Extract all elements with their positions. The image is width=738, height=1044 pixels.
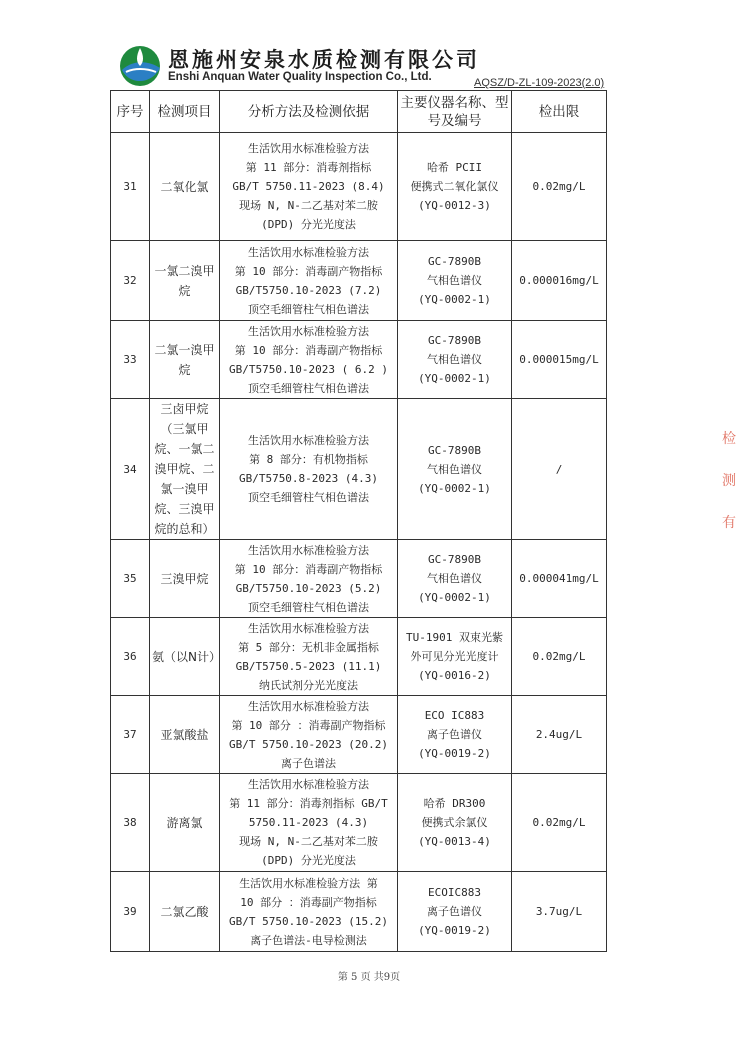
instrument-line: (YQ-0019-2) — [418, 747, 491, 760]
header-item: 检测项目 — [150, 91, 220, 133]
method-line: 第 10 部分：消毒副产物指标 — [234, 562, 383, 576]
instrument — [398, 241, 512, 321]
method-line: 离子色谱法 — [281, 756, 336, 770]
table-header-row — [111, 91, 607, 133]
method-line: 顶空毛细管柱气相色谱法 — [248, 381, 369, 395]
table-row — [111, 540, 607, 618]
detection-limit: 0.000041mg/L — [512, 540, 607, 618]
row-number: 37 — [111, 696, 150, 774]
method-line: GB/T 5750.11-2023 (8.4) — [232, 180, 385, 193]
method-line: 生活饮用水标准检验方法 — [248, 543, 369, 557]
instrument — [398, 618, 512, 696]
row-number: 36 — [111, 618, 150, 696]
instrument-line: 气相色谱仪 — [427, 274, 482, 287]
method-line: GB/T5750.10-2023 ( 6.2 ) — [229, 362, 388, 376]
header-no: 序号 — [111, 91, 150, 133]
method-line: 生活饮用水标准检验方法 第 — [239, 876, 378, 890]
test-item: 三卤甲烷（三氯甲烷、一氯二溴甲烷、二氯一溴甲烷、三溴甲烷的总和） — [150, 399, 220, 540]
method-line: GB/T 5750.10-2023 (15.2) — [229, 914, 388, 928]
method-line: 10 部分 ：消毒副产物指标 — [240, 895, 377, 909]
test-item: 二氯乙酸 — [150, 872, 220, 952]
instrument-line: GC-7890B — [428, 443, 481, 457]
method-basis — [220, 399, 398, 540]
test-item: 游离氯 — [150, 774, 220, 872]
test-item: 二氯一溴甲烷 — [150, 321, 220, 399]
instrument-line: 哈希 PCII — [426, 161, 483, 174]
seal-char: 检 — [722, 431, 736, 447]
instrument — [398, 540, 512, 618]
instrument-line: (YQ-0002-1) — [418, 591, 491, 604]
instrument-line: (YQ-0012-3) — [418, 199, 491, 212]
page-number: 第 5 页 共9页 — [337, 972, 401, 983]
seal-char: 测 — [722, 473, 736, 489]
instrument — [398, 872, 512, 952]
method-basis — [220, 872, 398, 952]
table-row — [111, 399, 607, 540]
header-method: 分析方法及检测依据 — [220, 91, 398, 133]
method-line: 生活饮用水标准检验方法 — [248, 245, 369, 259]
instrument-line: 外可见分光光度计 — [410, 650, 499, 663]
method-line: 离子色谱法-电导检测法 — [250, 933, 367, 947]
company-logo-icon — [118, 44, 164, 88]
method-line: 第 5 部分：无机非金属指标 — [238, 640, 379, 654]
instrument-line: 离子色谱仪 — [427, 905, 482, 918]
detection-limit: / — [512, 399, 607, 540]
table-row — [111, 133, 607, 241]
detection-limit: 3.7ug/L — [512, 872, 607, 952]
table-row — [111, 321, 607, 399]
method-line: 生活饮用水标准检验方法 — [248, 621, 369, 635]
detection-limit: 0.02mg/L — [512, 618, 607, 696]
instrument-line: GC-7890B — [428, 334, 481, 347]
instrument-line: (YQ-0019-2) — [418, 924, 491, 937]
company-name-cn: 恩施州安泉水质检测有限公司 — [168, 47, 480, 72]
instrument-line: 气相色谱仪 — [427, 572, 482, 585]
method-line: 第 10 部分 ：消毒副产物指标 — [231, 718, 386, 732]
detection-limit: 0.02mg/L — [512, 133, 607, 241]
instrument-line: 哈希 DR300 — [423, 797, 486, 810]
table-row — [111, 774, 607, 872]
method-basis — [220, 241, 398, 321]
test-item: 二氧化氯 — [150, 133, 220, 241]
instrument-line: (YQ-0002-1) — [418, 481, 491, 495]
instrument-line: ECO IC883 — [424, 709, 485, 722]
instrument-line: (YQ-0002-1) — [418, 293, 491, 306]
method-line: GB/T5750.8-2023 (4.3) — [238, 472, 379, 485]
method-line: GB/T5750.5-2023 (11.1) — [235, 659, 382, 673]
instrument-line: 便携式二氧化氯仪 — [410, 180, 499, 193]
instrument-line: (YQ-0016-2) — [418, 669, 491, 682]
instrument-line: TU-1901 双束光紫 — [406, 631, 503, 644]
method-basis — [220, 774, 398, 872]
method-line: GB/T5750.10-2023 (5.2) — [235, 581, 382, 595]
method-basis — [220, 618, 398, 696]
test-item: 三溴甲烷 — [150, 540, 220, 618]
test-item: 一氯二溴甲烷 — [150, 241, 220, 321]
method-line: GB/T5750.10-2023 (7.2) — [235, 283, 382, 297]
method-line: 生活饮用水标准检验方法 — [248, 434, 369, 447]
detection-limit: 0.000015mg/L — [512, 321, 607, 399]
document-number: AQSZ/D-ZL-109-2023(2.0) — [474, 77, 605, 89]
method-line: 生活饮用水标准检验方法 — [248, 324, 369, 338]
instrument — [398, 399, 512, 540]
method-line: 顶空毛细管柱气相色谱法 — [248, 302, 369, 316]
detection-limit: 0.02mg/L — [512, 774, 607, 872]
method-line: 纳氏试剂分光光度法 — [259, 678, 358, 692]
method-line: 现场 N, N-二乙基对苯二胺 — [239, 199, 378, 212]
instrument-line: GC-7890B — [428, 255, 481, 268]
test-item: 氨（以N计） — [150, 618, 220, 696]
header-instrument: 主要仪器名称、型号及编号 — [398, 91, 512, 133]
method-basis — [220, 540, 398, 618]
instrument — [398, 696, 512, 774]
method-line: 顶空毛细管柱气相色谱法 — [248, 491, 369, 504]
method-line: 第 11 部分：消毒剂指标 GB/T — [229, 797, 388, 810]
row-number: 38 — [111, 774, 150, 872]
inspection-method-table — [110, 90, 607, 952]
detection-limit: 2.4ug/L — [512, 696, 607, 774]
instrument-line: GC-7890B — [428, 553, 481, 566]
instrument-line: 便携式余氯仪 — [421, 816, 488, 829]
seal-char: 有 — [722, 515, 736, 531]
row-number: 39 — [111, 872, 150, 952]
red-seal — [722, 428, 738, 568]
method-line: 生活饮用水标准检验方法 — [248, 699, 369, 713]
table-row — [111, 696, 607, 774]
instrument — [398, 321, 512, 399]
row-number: 31 — [111, 133, 150, 241]
instrument-line: 气相色谱仪 — [427, 353, 482, 366]
method-basis — [220, 321, 398, 399]
method-line: 生活饮用水标准检验方法 — [248, 142, 369, 155]
method-line: 第 10 部分：消毒副产物指标 — [234, 264, 383, 278]
row-number: 33 — [111, 321, 150, 399]
table-row — [111, 618, 607, 696]
instrument — [398, 774, 512, 872]
detection-limit: 0.000016mg/L — [512, 241, 607, 321]
instrument-line: 离子色谱仪 — [427, 728, 482, 741]
method-line: 5750.11-2023 (4.3) — [248, 816, 369, 829]
company-name-en: Enshi Anquan Water Quality Inspection Co., Ltd. — [168, 71, 432, 83]
method-line: 第 8 部分：有机物指标 — [249, 453, 368, 466]
method-line: GB/T 5750.10-2023 (20.2) — [229, 737, 388, 751]
test-item: 亚氯酸盐 — [150, 696, 220, 774]
instrument-line: (YQ-0013-4) — [418, 835, 491, 848]
instrument-line: ECOIC883 — [428, 886, 481, 899]
method-basis — [220, 696, 398, 774]
method-line: 生活饮用水标准检验方法 — [248, 778, 369, 791]
instrument — [398, 133, 512, 241]
row-number: 32 — [111, 241, 150, 321]
method-line: 第 11 部分：消毒剂指标 — [245, 161, 372, 174]
instrument-line: (YQ-0002-1) — [418, 372, 491, 385]
method-line: 顶空毛细管柱气相色谱法 — [248, 600, 369, 614]
row-number: 35 — [111, 540, 150, 618]
header-limit: 检出限 — [512, 91, 607, 133]
table-row — [111, 872, 607, 952]
method-line: (DPD) 分光光度法 — [261, 218, 356, 231]
table-row — [111, 241, 607, 321]
instrument-line: 气相色谱仪 — [427, 462, 482, 476]
method-line: 第 10 部分：消毒副产物指标 — [234, 343, 383, 357]
method-basis — [220, 133, 398, 241]
row-number: 34 — [111, 399, 150, 540]
method-line: 现场 N, N-二乙基对苯二胺 — [239, 835, 378, 848]
method-line: (DPD) 分光光度法 — [261, 854, 356, 867]
